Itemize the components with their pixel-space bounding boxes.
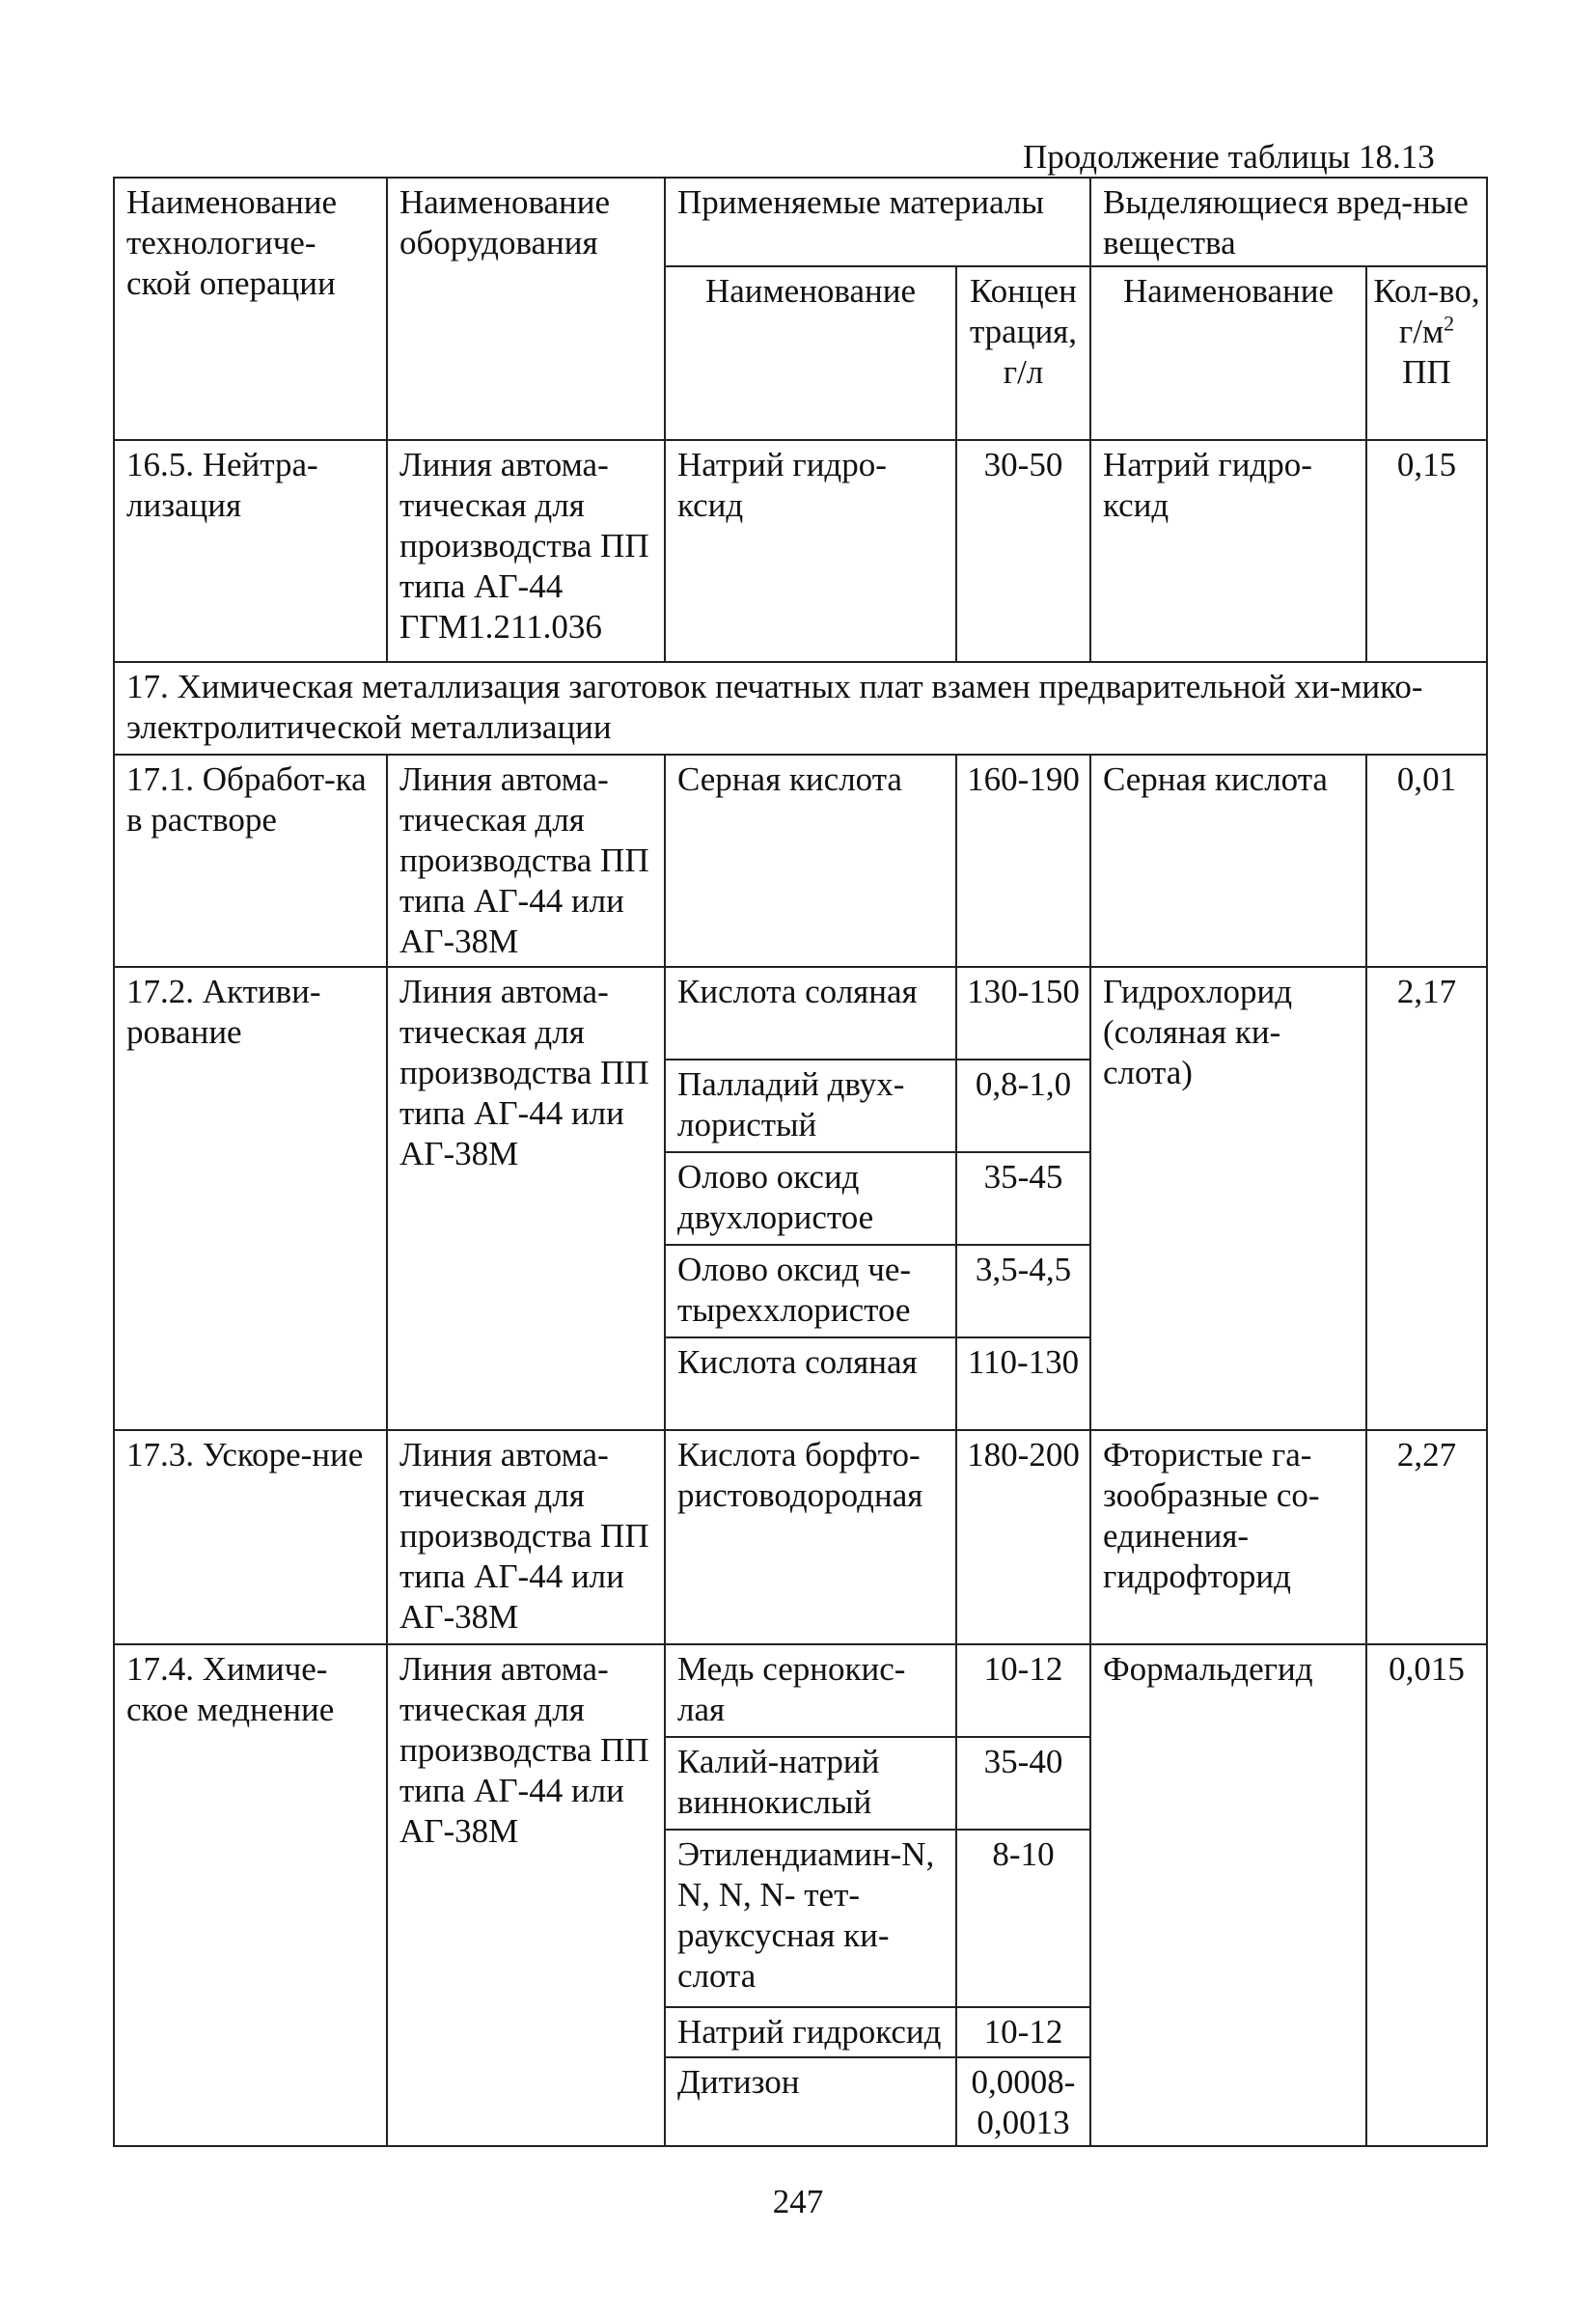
concentration-cell: 8-10 bbox=[956, 1830, 1090, 2007]
header-emissions: Выделяющиеся вред-ные вещества bbox=[1090, 178, 1487, 266]
header-concentration: Концен трация, г/л bbox=[956, 266, 1090, 440]
header-materials: Применяемые материалы bbox=[665, 178, 1090, 266]
header-quantity-c: ПП bbox=[1402, 353, 1451, 391]
table-row bbox=[114, 440, 1487, 662]
header-quantity-sup: 2 bbox=[1444, 311, 1455, 336]
emissions-table bbox=[113, 177, 1488, 2147]
emission-cell: Формальдегид bbox=[1090, 1644, 1366, 2146]
equipment-cell: Линия автома-тическая для производства ПП типа АГ-44 или АГ-38М bbox=[387, 1430, 665, 1644]
material-cell: Кислота соляная bbox=[665, 967, 956, 1060]
concentration-cell: 130-150 bbox=[956, 967, 1090, 1060]
concentration-cell: 110-130 bbox=[956, 1337, 1090, 1430]
quantity-cell: 2,27 bbox=[1366, 1430, 1487, 1644]
quantity-cell: 2,17 bbox=[1366, 967, 1487, 1430]
emission-cell: Натрий гидро-ксид bbox=[1090, 440, 1366, 662]
emission-cell: Гидрохлорид (соляная ки-слота) bbox=[1090, 967, 1366, 1430]
concentration-cell: 10-12 bbox=[956, 1644, 1090, 1737]
concentration-cell: 3,5-4,5 bbox=[956, 1245, 1090, 1337]
concentration-cell: 35-40 bbox=[956, 1737, 1090, 1830]
material-cell: Олово оксид че-тыреххлористое bbox=[665, 1245, 956, 1337]
header-equipment: Наименование оборудования bbox=[387, 178, 665, 440]
operation-cell: 17.3. Ускоре-ние bbox=[114, 1430, 387, 1644]
emission-cell: Фтористые га-зообразные со-единения-гидрофторид bbox=[1090, 1430, 1366, 1644]
table-row bbox=[114, 967, 1487, 1060]
table-row bbox=[114, 755, 1487, 967]
material-cell: Медь сернокис-лая bbox=[665, 1644, 956, 1737]
header-material-name: Наименование bbox=[665, 266, 956, 440]
section-row bbox=[114, 662, 1487, 755]
material-cell: Натрий гидро-ксид bbox=[665, 440, 956, 662]
concentration-cell: 35-45 bbox=[956, 1152, 1090, 1245]
concentration-cell: 30-50 bbox=[956, 440, 1090, 662]
operation-cell: 17.1. Обработ-ка в растворе bbox=[114, 755, 387, 967]
header-quantity bbox=[1366, 266, 1487, 440]
operation-cell: 17.4. Химиче-ское меднение bbox=[114, 1644, 387, 2146]
concentration-cell: 0,0008-0,0013 bbox=[956, 2057, 1090, 2146]
quantity-cell: 0,01 bbox=[1366, 755, 1487, 967]
header-emission-name: Наименование bbox=[1090, 266, 1366, 440]
equipment-cell: Линия автома-тическая для производства ПП типа АГ-44 ГГМ1.211.036 bbox=[387, 440, 665, 662]
table-row bbox=[114, 1644, 1487, 1737]
table-header-row bbox=[114, 178, 1487, 266]
quantity-cell: 0,015 bbox=[1366, 1644, 1487, 2146]
concentration-cell: 10-12 bbox=[956, 2007, 1090, 2057]
material-cell: Серная кислота bbox=[665, 755, 956, 967]
material-cell: Палладий двух-лористый bbox=[665, 1060, 956, 1152]
section-title: 17. Химическая металлизация заготовок печатных плат взамен предварительной хи-мико-электролитической металлизации bbox=[114, 662, 1487, 755]
material-cell: Олово оксид двухлористое bbox=[665, 1152, 956, 1245]
material-cell: Калий-натрий виннокислый bbox=[665, 1737, 956, 1830]
table-caption: Продолжение таблицы 18.13 bbox=[1023, 138, 1435, 176]
concentration-cell: 160-190 bbox=[956, 755, 1090, 967]
operation-cell: 16.5. Нейтра-лизация bbox=[114, 440, 387, 662]
material-cell: Натрий гидроксид bbox=[665, 2007, 956, 2057]
material-cell: Кислота соляная bbox=[665, 1337, 956, 1430]
concentration-cell: 0,8-1,0 bbox=[956, 1060, 1090, 1152]
header-operation: Наименование технологиче-ской операции bbox=[114, 178, 387, 440]
header-quantity-a: Кол-во, bbox=[1373, 272, 1480, 310]
operation-cell: 17.2. Активи-рование bbox=[114, 967, 387, 1430]
equipment-cell: Линия автома-тическая для производства ПП типа АГ-44 или АГ-38М bbox=[387, 755, 665, 967]
material-cell: Дитизон bbox=[665, 2057, 956, 2146]
quantity-cell: 0,15 bbox=[1366, 440, 1487, 662]
equipment-cell: Линия автома-тическая для производства ПП типа АГ-44 или АГ-38М bbox=[387, 967, 665, 1430]
material-cell: Кислота борфто-ристоводородная bbox=[665, 1430, 956, 1644]
page-number: 247 bbox=[772, 2183, 824, 2220]
concentration-cell: 180-200 bbox=[956, 1430, 1090, 1644]
header-quantity-b: г/м bbox=[1398, 313, 1445, 350]
equipment-cell: Линия автома-тическая для производства ПП типа АГ-44 или АГ-38М bbox=[387, 1644, 665, 2146]
table-row bbox=[114, 1430, 1487, 1644]
material-cell: Этилендиамин-N, N, N, N- тет-рауксусная ки-слота bbox=[665, 1830, 956, 2007]
emission-cell: Серная кислота bbox=[1090, 755, 1366, 967]
